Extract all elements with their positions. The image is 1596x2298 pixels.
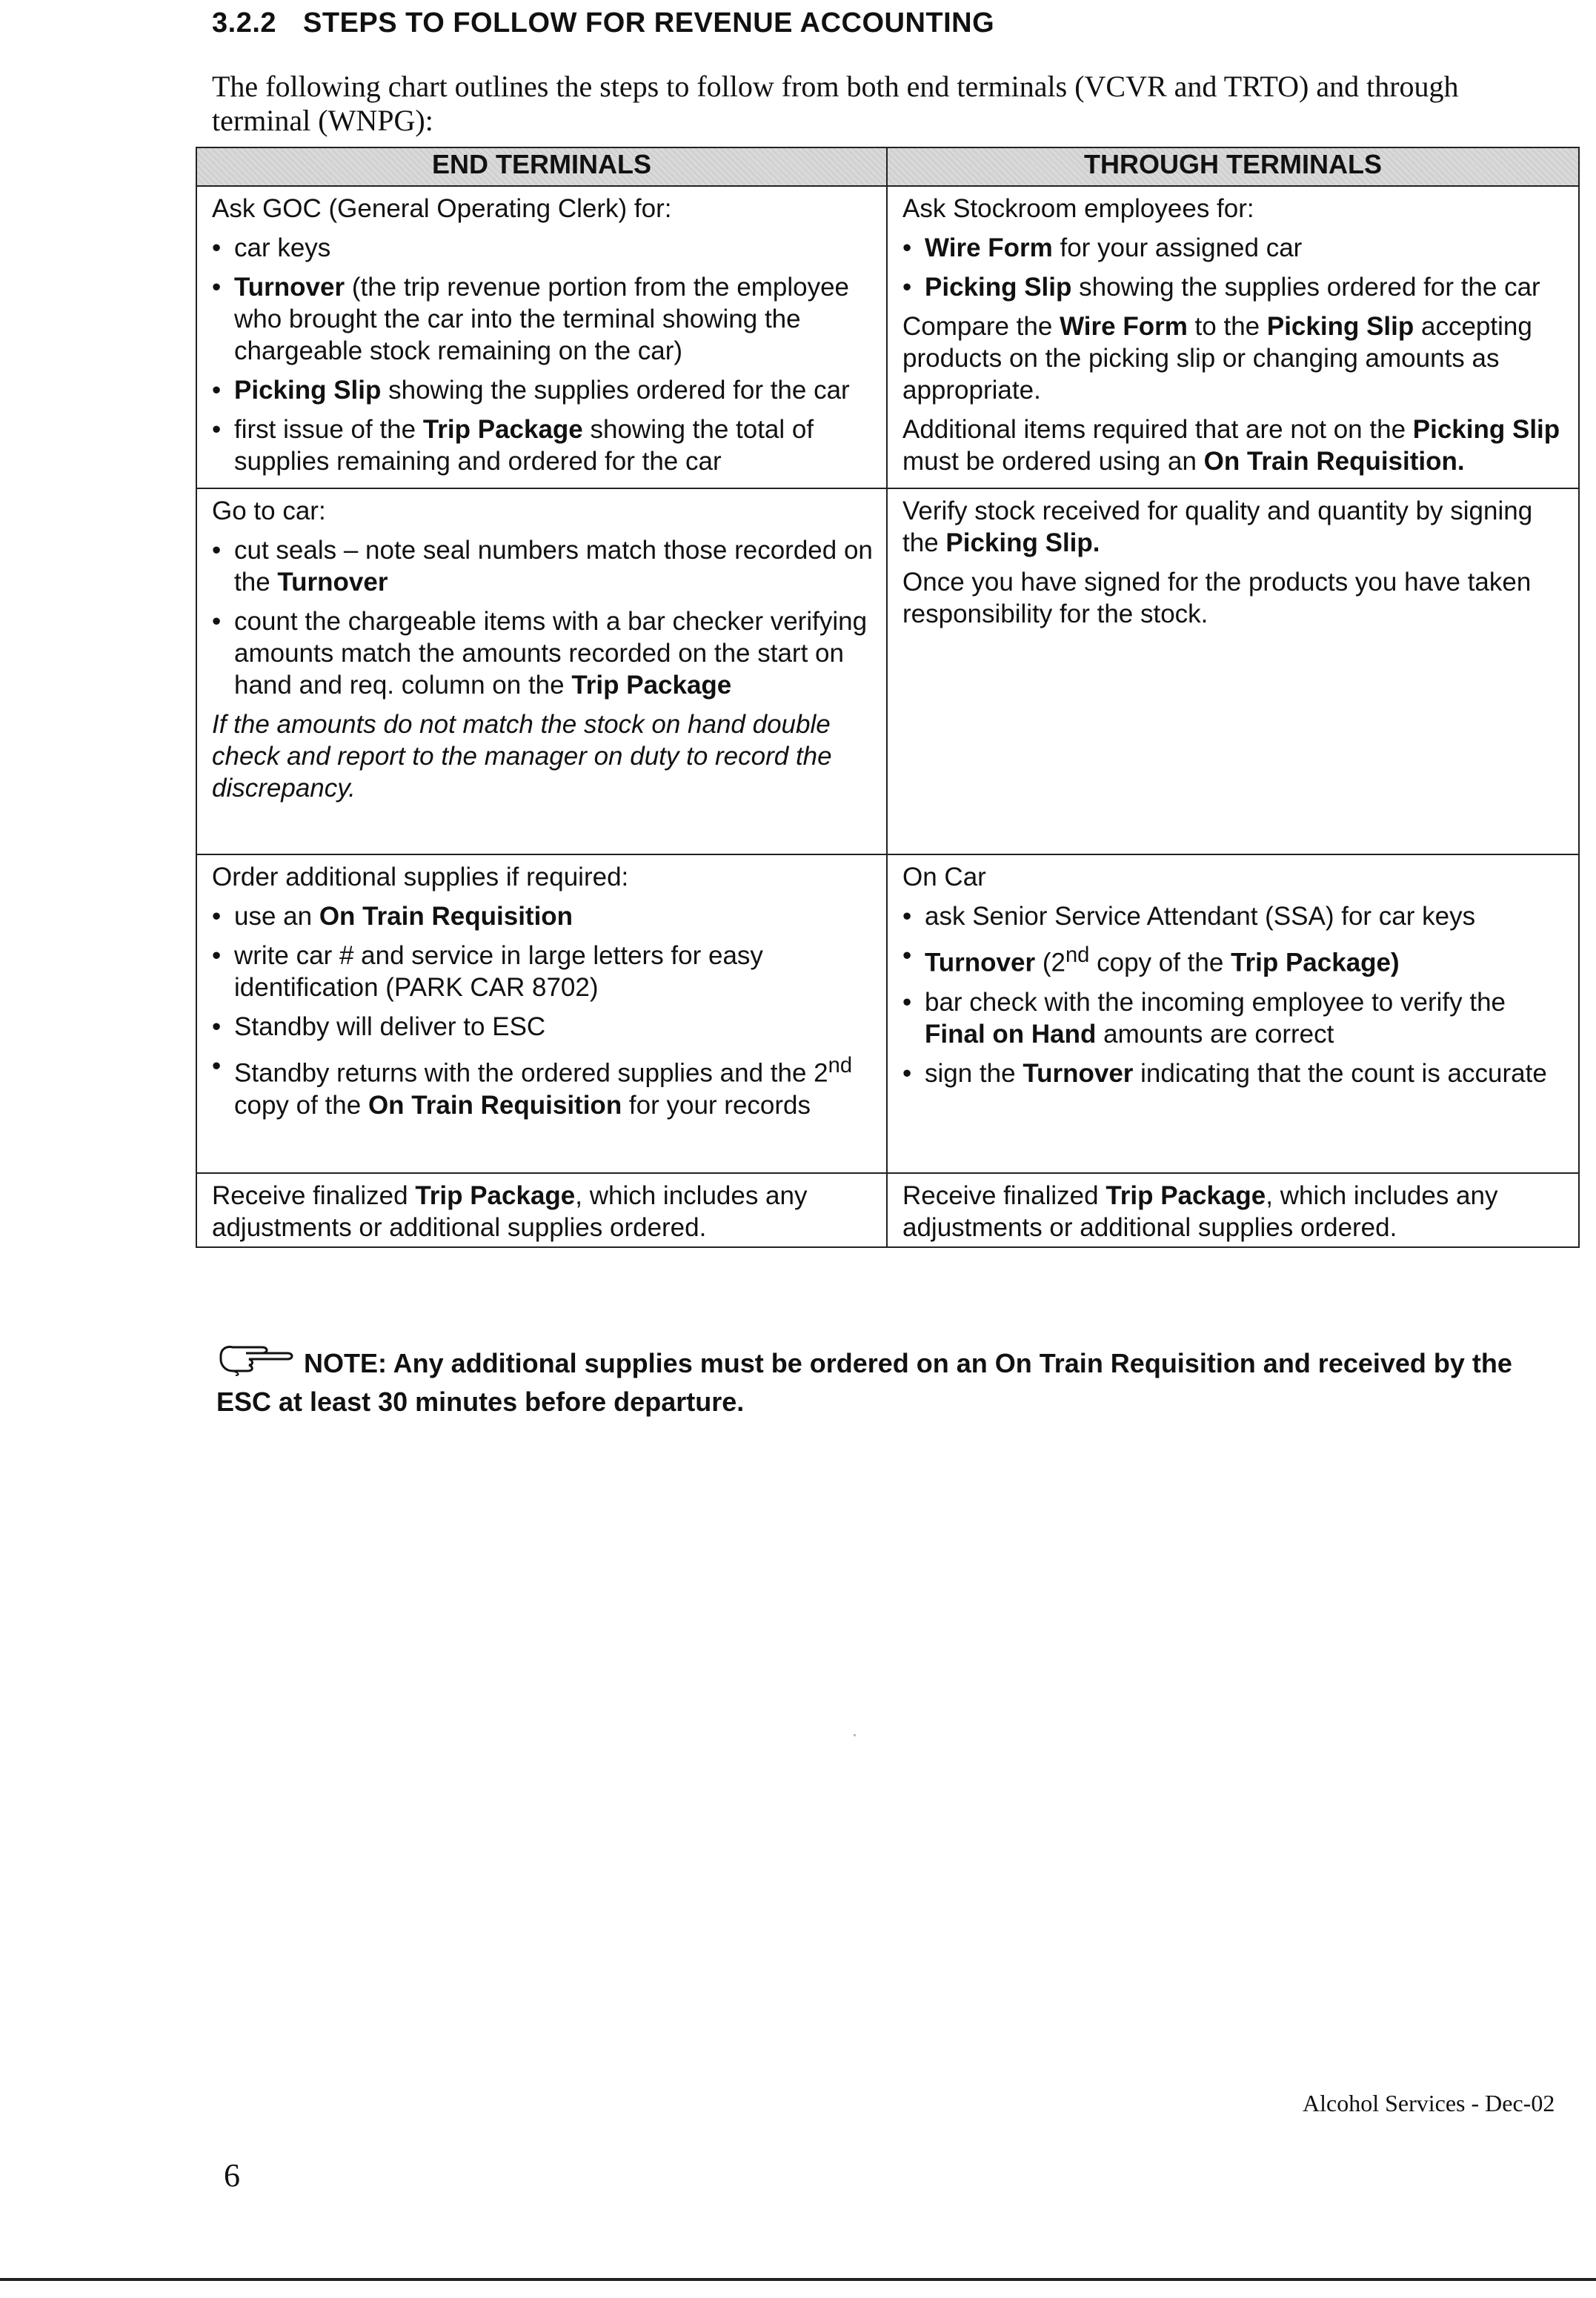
end-terminals-cell — [196, 854, 887, 1173]
pointing-hand-icon — [216, 1340, 296, 1377]
list-item: • Wire Form for your assigned car — [902, 232, 1568, 264]
list-item: • Picking Slip showing the supplies ordered for the car — [902, 271, 1568, 303]
bottom-rule — [0, 2278, 1596, 2281]
footer-title: Alcohol Services - Dec-02 — [1303, 2090, 1555, 2116]
bullet-list — [902, 232, 1568, 303]
discrepancy-note: If the amounts do not match the stock on hand double check and report to the manager on duty to record the discrepancy. — [212, 710, 832, 803]
through-terminals-cell — [887, 186, 1579, 488]
table-header-row — [196, 147, 1579, 186]
cell-lead: On Car — [902, 863, 986, 891]
speck — [854, 1734, 856, 1736]
cell-paragraph: Compare the Wire Form to the Picking Slip accepting products on the picking slip or changing amounts as appropriate. — [902, 312, 1532, 405]
end-terminals-cell: Receive finalized Trip Package, which includes any adjustments or additional supplies ordered. — [196, 1173, 887, 1247]
list-item: • ask Senior Service Attendant (SSA) for car keys — [902, 900, 1568, 932]
list-item: • Turnover (2nd copy of the Trip Package) — [902, 940, 1568, 979]
list-item: • count the chargeable items with a bar checker verifying amounts match the amounts recorded on the start on hand and req. column on the Trip Package — [212, 605, 876, 701]
list-item: • cut seals – note seal numbers match those recorded on the Turnover — [212, 534, 876, 598]
table-row — [196, 488, 1579, 854]
list-item: • Standby will deliver to ESC — [212, 1011, 876, 1043]
through-terminals-cell — [887, 854, 1579, 1173]
bullet-list — [212, 232, 876, 477]
list-item: • write car # and service in large letters for easy identification (PARK CAR 8702) — [212, 940, 876, 1003]
list-item: • Picking Slip showing the supplies ordered for the car — [212, 374, 876, 406]
steps-table — [196, 147, 1580, 1248]
cell-paragraph: Once you have signed for the products you have taken responsibility for the stock. — [902, 568, 1532, 628]
bullet-list — [212, 534, 876, 701]
end-terminals-cell — [196, 186, 887, 488]
section-title: STEPS TO FOLLOW FOR REVENUE ACCOUNTING — [303, 7, 995, 39]
cell-lead: Order additional supplies if required: — [212, 863, 629, 891]
note-block — [216, 1340, 1572, 1421]
cell-paragraph: Additional items required that are not on the Picking Slip must be ordered using an On Train Requisition. — [902, 415, 1560, 476]
end-terminals-cell — [196, 488, 887, 854]
list-item: • Turnover (the trip revenue portion from the employee who brought the car into the terminal showing the chargeable stock remaining on the car) — [212, 271, 876, 367]
bullet-list — [212, 900, 876, 1121]
table-row — [196, 186, 1579, 488]
header-through-terminals: THROUGH TERMINALS — [887, 147, 1579, 186]
section-heading — [212, 7, 994, 39]
intro-paragraph: The following chart outlines the steps to follow from both end terminals (VCVR and TRTO) and through terminal (WNPG): — [212, 70, 1459, 137]
list-item: • use an On Train Requisition — [212, 900, 876, 932]
cell-lead: Ask GOC (General Operating Clerk) for: — [212, 194, 672, 223]
list-item: • bar check with the incoming employee to verify the Final on Hand amounts are correct — [902, 986, 1568, 1050]
note-text: NOTE: Any additional supplies must be ordered on an On Train Requisition and received by the ESC at least 30 minutes before departure. — [216, 1348, 1512, 1417]
cell-lead: Ask Stockroom employees for: — [902, 194, 1254, 223]
list-item: • first issue of the Trip Package showing the total of supplies remaining and ordered for the car — [212, 414, 876, 477]
list-item: • Standby returns with the ordered supplies and the 2nd copy of the On Train Requisition for your records — [212, 1050, 876, 1121]
bullet-list — [902, 900, 1568, 1089]
list-item: • car keys — [212, 232, 876, 264]
table-row — [196, 1173, 1579, 1247]
cell-lead: Go to car: — [212, 497, 326, 525]
through-terminals-cell: Receive finalized Trip Package, which includes any adjustments or additional supplies ordered. — [887, 1173, 1579, 1247]
list-item: • sign the Turnover indicating that the count is accurate — [902, 1057, 1568, 1089]
table-row — [196, 854, 1579, 1173]
page-number: 6 — [224, 2157, 240, 2194]
through-terminals-cell — [887, 488, 1579, 854]
section-number: 3.2.2 — [212, 7, 277, 39]
cell-paragraph: Verify stock received for quality and quantity by signing the Picking Slip. — [902, 497, 1533, 557]
header-end-terminals: END TERMINALS — [196, 147, 887, 186]
